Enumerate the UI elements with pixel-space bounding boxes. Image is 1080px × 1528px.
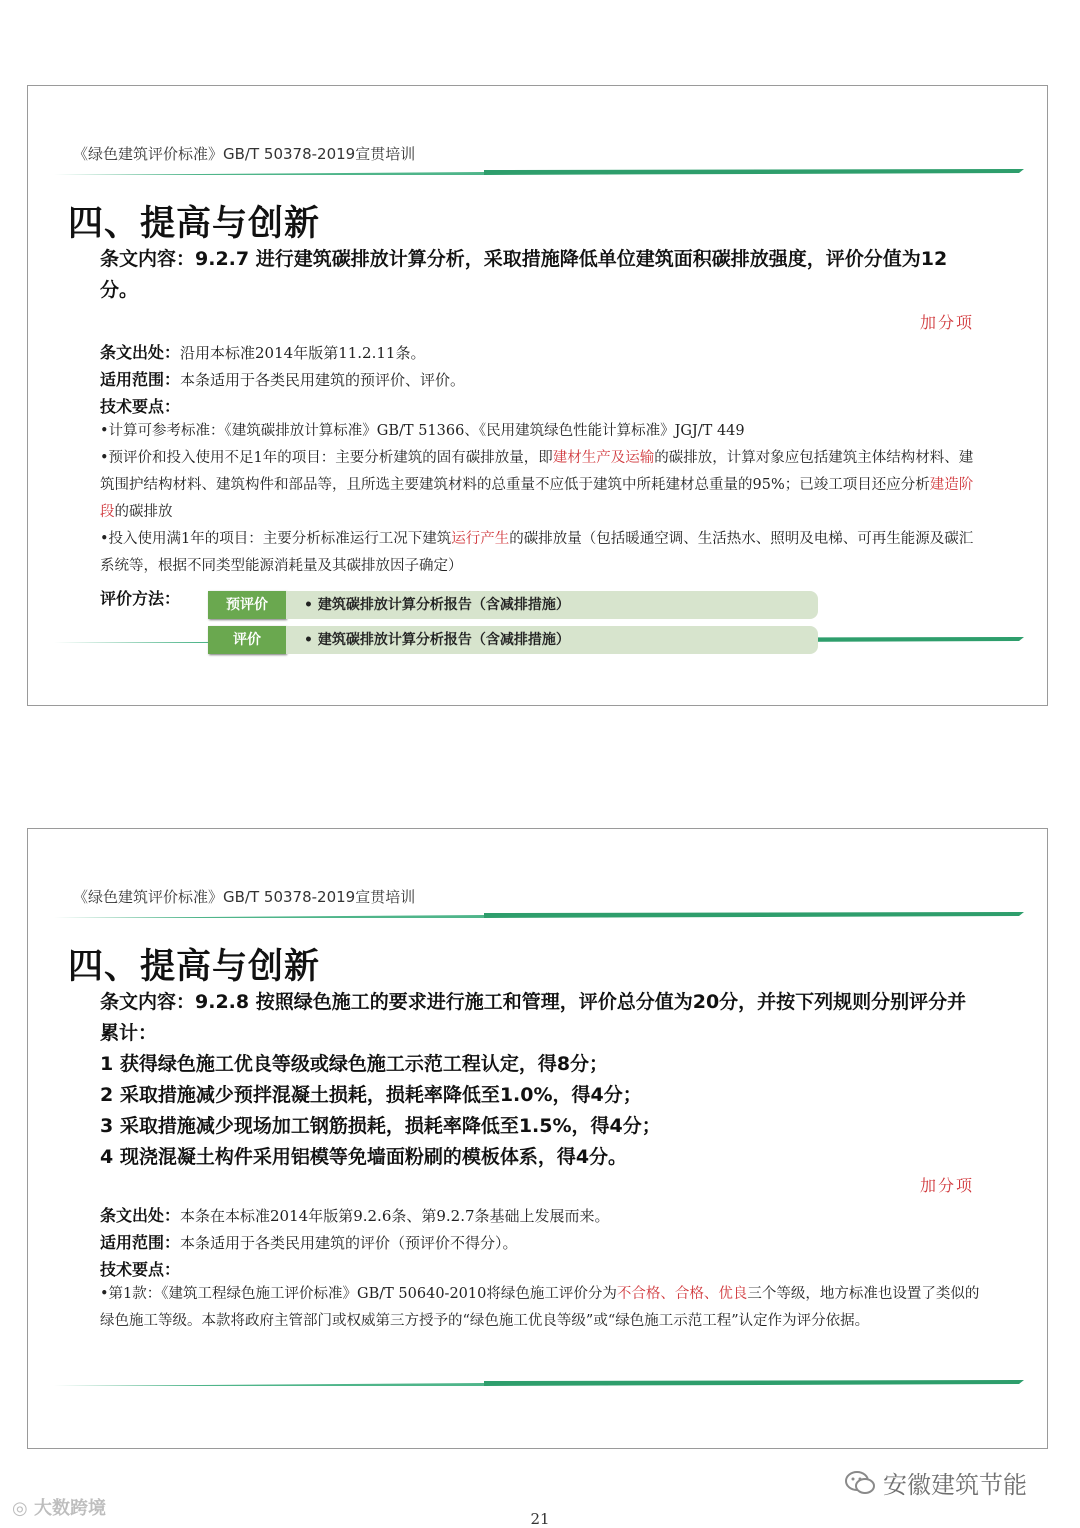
eval-method-label: 评价方法： <box>100 589 181 608</box>
slide-carbon-emission <box>27 85 1048 706</box>
clause-label: 条文内容： <box>100 991 196 1013</box>
page-title: 四、提高与创新 <box>68 947 321 987</box>
eval-tag: 评价 <box>208 626 286 654</box>
scoring-rule: 4 现浇混凝土构件采用铝模等免墙面粉刷的模板体系，得4分。 <box>100 1146 628 1168</box>
scoring-rule: 2 采取措施减少预拌混凝土损耗，损耗率降低至1.0%，得4分； <box>100 1084 642 1106</box>
highlight-text: 建造阶段 <box>100 477 974 520</box>
eval-row-final <box>208 626 820 654</box>
clause-content <box>100 987 980 1173</box>
source-line <box>100 1203 610 1226</box>
highlight-text: 运行产生 <box>451 531 510 547</box>
bonus-tag: 加分项 <box>919 1176 974 1195</box>
slide-header: 《绿色建筑评价标准》GB/T 50378-2019宣贯培训 <box>73 888 416 906</box>
tech-points-label: 技术要点： <box>100 397 181 416</box>
wechat-icon <box>845 1470 875 1496</box>
bullet-item: •第1款：《建筑工程绿色施工评价标准》GB/T 50640-2010将绿色施工评价分为不合格、合格、优良三个等级，地方标准也设置了类似的绿色施工等级。本款将政府主管部门或权威第三方授予的“绿色施工优良等级”或“绿色施工示范工程”认定作为评分依据。 <box>100 1286 980 1329</box>
clause-text: 9.2.7 进行建筑碳排放计算分析，采取措施降低单位建筑面积碳排放强度，评价分值为12分。 <box>100 248 948 301</box>
clause-content <box>100 244 980 306</box>
watermark-icon: ◎ <box>12 1498 28 1519</box>
source-line <box>100 340 425 363</box>
tech-bullets <box>100 418 980 580</box>
page-title: 四、提高与创新 <box>68 204 321 244</box>
bullet-item: •预评价和投入使用不足1年的项目：主要分析建筑的固有碳排放量，即建材生产及运输的碳排放，计算对象应包括建筑主体结构材料、建筑围护结构材料、建筑构件和部品等，且所选主要建筑材料的总重量不应低于建筑中所耗建材总重量的95%；已竣工项目还应分析建造阶段的碳排放 <box>100 450 974 520</box>
tech-bullets <box>100 1281 980 1335</box>
bonus-tag: 加分项 <box>919 313 974 332</box>
wechat-account[interactable] <box>845 1465 1027 1500</box>
clause-text: 9.2.8 按照绿色施工的要求进行施工和管理，评价总分值为20分，并按下列规则分别评分并累计： <box>100 991 967 1044</box>
source-text: 沿用本标准2014年版第11.2.11条。 <box>180 344 426 362</box>
scope-text: 本条适用于各类民用建筑的预评价、评价。 <box>180 371 466 389</box>
watermark-logo: ◎ 大数跨境 <box>12 1498 106 1519</box>
scope-label: 适用范围： <box>100 1233 181 1252</box>
eval-text: • 建筑碳排放计算分析报告（含减排措施） <box>286 626 818 654</box>
wechat-name: 安徽建筑节能 <box>883 1471 1027 1499</box>
clause-label: 条文内容： <box>100 248 196 270</box>
source-label: 条文出处： <box>100 343 181 362</box>
scoring-rule: 3 采取措施减少现场加工钢筋损耗，损耗率降低至1.5%，得4分； <box>100 1115 661 1137</box>
scope-line <box>100 1230 518 1253</box>
source-label: 条文出处： <box>100 1206 181 1225</box>
slide-header: 《绿色建筑评价标准》GB/T 50378-2019宣贯培训 <box>73 145 416 163</box>
eval-row-pre <box>208 591 820 619</box>
tech-points-label: 技术要点： <box>100 1260 181 1279</box>
eval-tag: 预评价 <box>208 591 286 619</box>
eval-text: • 建筑碳排放计算分析报告（含减排措施） <box>286 591 818 619</box>
source-text: 本条在本标准2014年版第9.2.6条、第9.2.7条基础上发展而来。 <box>180 1207 610 1225</box>
header-divider <box>54 169 1024 177</box>
highlight-text: 建材生产及运输 <box>552 450 655 466</box>
scoring-rule: 1 获得绿色施工优良等级或绿色施工示范工程认定，得8分； <box>100 1053 609 1075</box>
bullet-item: •投入使用满1年的项目：主要分析标准运行工况下建筑运行产生的碳排放量（包括暖通空调、生活热水、照明及电梯、可再生能源及碳汇系统等，根据不同类型能源消耗量及其碳排放因子确定） <box>100 531 974 574</box>
slide-green-construction <box>27 828 1048 1449</box>
bottom-divider <box>54 1380 1024 1388</box>
scope-line <box>100 367 465 390</box>
bullet-item: •计算可参考标准：《建筑碳排放计算标准》GB/T 51366、《民用建筑绿色性能计算标准》JGJ/T 449 <box>100 423 745 439</box>
highlight-text: 不合格、合格、优良 <box>616 1286 748 1302</box>
header-divider <box>54 912 1024 920</box>
page-number: 21 <box>530 1510 550 1528</box>
scope-text: 本条适用于各类民用建筑的评价（预评价不得分）。 <box>180 1234 518 1252</box>
scope-label: 适用范围： <box>100 370 181 389</box>
